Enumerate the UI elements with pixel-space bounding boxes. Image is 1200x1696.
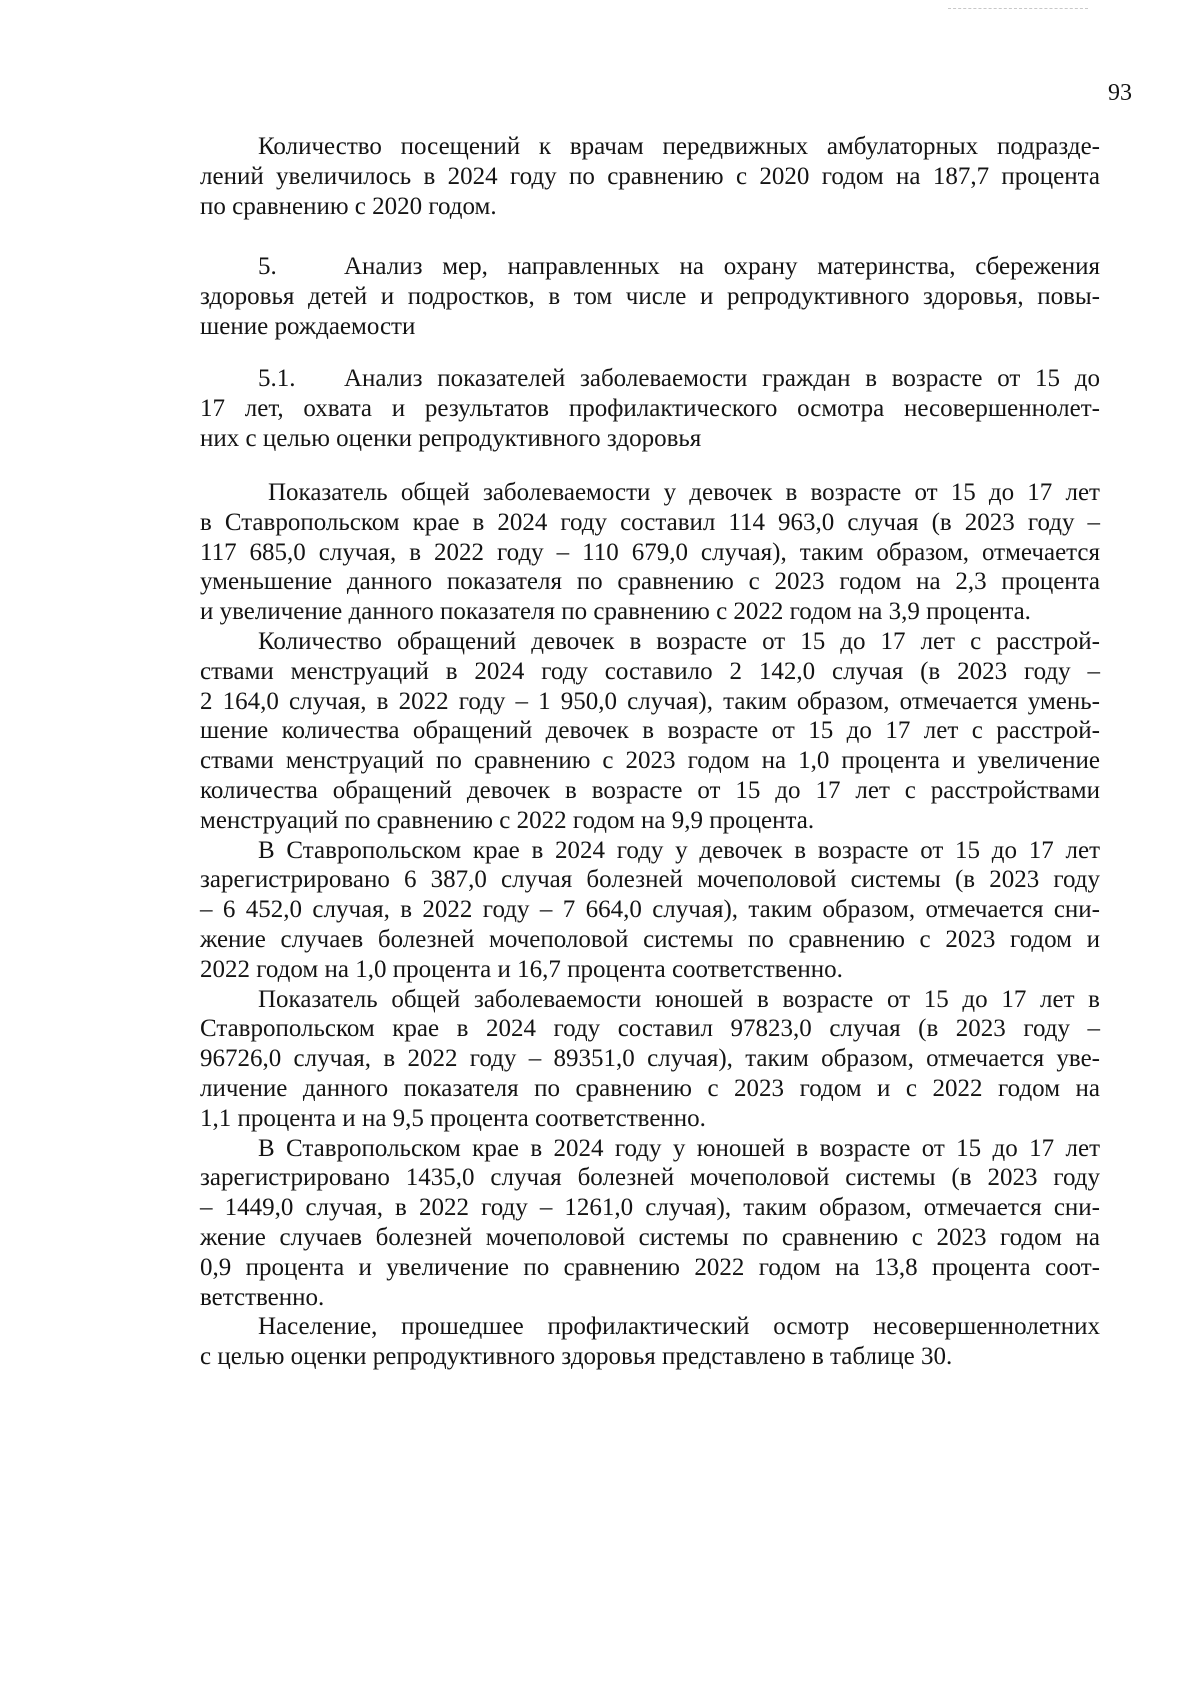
paragraph-girls-genitourinary [200, 836, 1100, 985]
text-line: – 1449,0 случая, в 2022 году – 1261,0 случая), таким образом, отмечается сни- [200, 1194, 1100, 1222]
intro-paragraph [200, 132, 1100, 221]
page-number: 93 [1108, 80, 1132, 106]
text-line: в Ставропольском крае в 2024 году составил 114 963,0 случая (в 2023 году – [200, 508, 1100, 536]
body-paragraphs [200, 478, 1100, 1372]
text-line: Анализ показателей заболеваемости граждан в возрасте от 15 до [344, 365, 1100, 392]
text-line: с целью оценки репродуктивного здоровья представлено в таблице 30. [200, 1343, 953, 1371]
text-line: 2022 годом на 1,0 процента и 16,7 процента соответственно. [200, 955, 843, 983]
paragraph-boys-genitourinary [200, 1134, 1100, 1313]
text-line: Показатель общей заболеваемости у девочек в возрасте от 15 до 17 лет [268, 479, 1100, 506]
text-line: В Ставропольском крае в 2024 году у юношей в возрасте от 15 до 17 лет [258, 1134, 1100, 1162]
text-line: зарегистрировано 1435,0 случая болезней мочеполовой системы (в 2023 году [200, 1164, 1100, 1192]
text-line: лений увеличилось в 2024 году по сравнению с 2020 годом на 187,7 процента [200, 162, 1100, 190]
text-line: уменьшение данного показателя по сравнению с 2023 годом на 2,3 процента [200, 568, 1100, 596]
text-line: ствами менструаций в 2024 году составило 2 142,0 случая (в 2023 году – [200, 657, 1100, 685]
text-line: менструаций по сравнению с 2022 годом на 9,9 процента. [200, 806, 815, 834]
paragraph-boys-morbidity [200, 985, 1100, 1134]
text-line: 1,1 процента и на 9,5 процента соответственно. [200, 1104, 706, 1132]
text-line: 96726,0 случая, в 2022 году – 89351,0 случая), таким образом, отмечается уве- [200, 1045, 1100, 1073]
text-line: Показатель общей заболеваемости юношей в возрасте от 15 до 17 лет в [258, 985, 1100, 1013]
text-line: – 6 452,0 случая, в 2022 году – 7 664,0 случая), таким образом, отмечается сни- [200, 896, 1100, 924]
text-line: и увеличение данного показателя по сравнению с 2022 годом на 3,9 процента. [200, 598, 1031, 626]
text-line: жение случаев болезней мочеполовой системы по сравнению с 2023 годом и [200, 925, 1100, 953]
text-line: личение данного показателя по сравнению с 2023 годом и с 2022 годом на [200, 1074, 1100, 1102]
section-5-heading [200, 252, 1100, 341]
text-line: Количество посещений к врачам передвижных амбулаторных подразде- [258, 133, 1100, 160]
text-line: Количество обращений девочек в возрасте от 15 до 17 лет с расстрой- [258, 627, 1100, 655]
text-line: шение количества обращений девочек в возрасте от 15 до 17 лет с расстрой- [200, 717, 1100, 745]
text-line: Анализ мер, направленных на охрану материнства, сбережения [344, 253, 1100, 280]
paragraph-girls-morbidity [200, 478, 1100, 627]
text-line: количества обращений девочек в возрасте от 15 до 17 лет с расстройствами [200, 776, 1100, 804]
text-line: 2 164,0 случая, в 2022 году – 1 950,0 случая), таким образом, отмечается умень- [200, 687, 1100, 715]
paragraph-girls-menstrual [200, 627, 1100, 836]
text-line: жение случаев болезней мочеполовой системы по сравнению с 2023 годом на [200, 1223, 1100, 1251]
text-line: по сравнению с 2020 годом. [200, 192, 497, 220]
text-line: 117 685,0 случая, в 2022 году – 110 679,0 случая), таким образом, отмечается [200, 538, 1100, 566]
section-5-1-heading [200, 364, 1100, 453]
text-line: Ставропольском крае в 2024 году составил 97823,0 случая (в 2023 году – [200, 1015, 1100, 1043]
text-line: Население, прошедшее профилактический осмотр несовершеннолетних [258, 1313, 1100, 1341]
paragraph-table-reference [200, 1312, 1100, 1372]
text-line: 17 лет, охвата и результатов профилактического осмотра несовершеннолет- [200, 394, 1100, 422]
text-line: ветственно. [200, 1283, 325, 1311]
section-number: 5.1. [258, 365, 296, 392]
text-line: них с целью оценки репродуктивного здоровья [200, 424, 702, 452]
text-line: шение рождаемости [200, 312, 416, 340]
text-line: здоровья детей и подростков, в том числе и репродуктивного здоровья, повы- [200, 282, 1100, 310]
section-number: 5. [258, 253, 277, 280]
scan-artifact-line [948, 8, 1088, 9]
text-line: зарегистрировано 6 387,0 случая болезней мочеполовой системы (в 2023 году [200, 866, 1100, 894]
text-line: 0,9 процента и увеличение по сравнению 2022 годом на 13,8 процента соот- [200, 1253, 1100, 1281]
text-line: В Ставропольском крае в 2024 году у девочек в возрасте от 15 до 17 лет [258, 836, 1100, 864]
text-line: ствами менструаций по сравнению с 2023 годом на 1,0 процента и увеличение [200, 747, 1100, 775]
